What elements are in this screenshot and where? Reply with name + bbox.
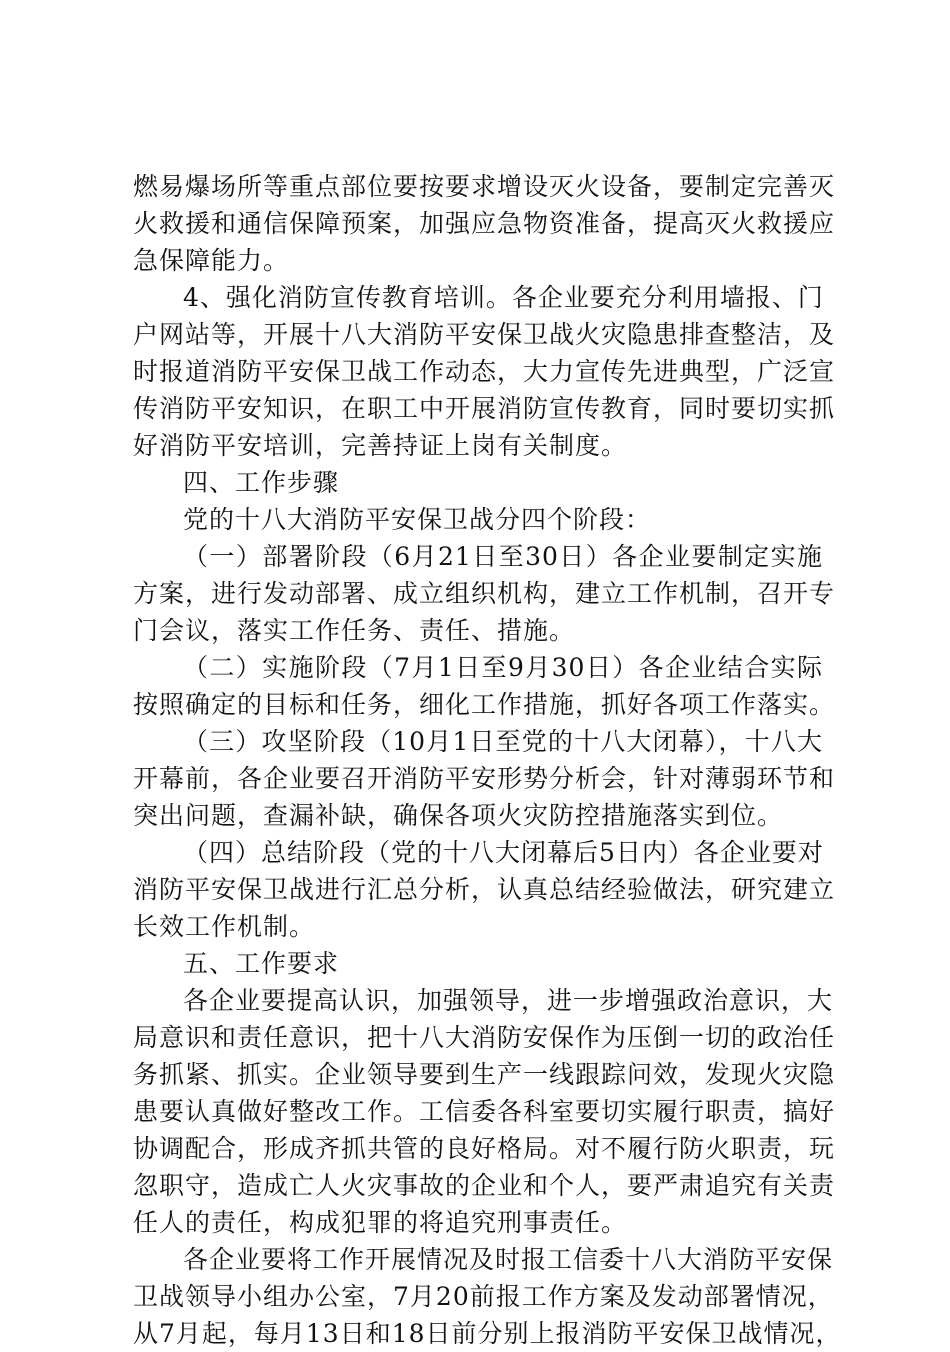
text-line: 任人的责任，构成犯罪的将追究刑事责任。 [133, 1208, 628, 1237]
text-line: 时报道消防平安保卫战工作动态，大力宣传先进典型，广泛宣 [133, 357, 836, 386]
text-line: 消防平安保卫战进行汇总分析，认真总结经验做法，研究建立 [133, 875, 836, 904]
text-line: （一）部署阶段（6月21日至30日）各企业要制定实施 [183, 542, 823, 571]
text-line: 忽职守，造成亡人火灾事故的企业和个人，要严肃追究有关责 [133, 1171, 836, 1200]
text-line: 开幕前，各企业要召开消防平安形势分析会，针对薄弱环节和 [133, 764, 836, 793]
text-line: 患要认真做好整改工作。工信委各科室要切实履行职责，搞好 [133, 1097, 836, 1126]
text-line: 突出问题，查漏补缺，确保各项火灾防控措施落实到位。 [133, 801, 784, 830]
document-body [133, 168, 842, 1352]
text-line: 各企业要提高认识，加强领导，进一步增强政治意识，大 [183, 986, 834, 1015]
text-line: 局意识和责任意识，把十八大消防安保作为压倒一切的政治任 [133, 1023, 836, 1052]
text-line: 好消防平安培训，完善持证上岗有关制度。 [133, 431, 628, 460]
text-line: （四）总结阶段（党的十八大闭幕后5日内）各企业要对 [183, 838, 824, 867]
text-line: 急保障能力。 [133, 246, 290, 275]
text-line: 4、强化消防宣传教育培训。各企业要充分利用墙报、门 [183, 283, 824, 312]
text-line: 传消防平安知识，在职工中开展消防宣传教育，同时要切实抓 [133, 394, 836, 423]
text-line: 各企业要将工作开展情况及时报工信委十八大消防平安保 [183, 1245, 834, 1274]
text-line: 务抓紧、抓实。企业领导要到生产一线跟踪问效，发现火灾隐 [133, 1060, 836, 1089]
text-line: （三）攻坚阶段（10月1日至党的十八大闭幕），十八大 [183, 727, 823, 756]
text-line: 四、工作步骤 [183, 468, 340, 497]
text-line: 长效工作机制。 [133, 912, 316, 941]
text-line: 燃易爆场所等重点部位要按要求增设灭火设备，要制定完善灭 [133, 172, 836, 201]
text-line: 户网站等，开展十八大消防平安保卫战火灾隐患排查整洁，及 [133, 320, 836, 349]
text-line: 党的十八大消防平安保卫战分四个阶段： [183, 505, 652, 534]
text-line: 卫战领导小组办公室，7月20前报工作方案及发动部署情况， [133, 1282, 834, 1311]
text-line: 按照确定的目标和任务，细化工作措施，抓好各项工作落实。 [133, 690, 836, 719]
text-line: 门会议，落实工作任务、责任、措施。 [133, 616, 576, 645]
text-line: 从7月起，每月13日和18日前分别上报消防平安保卫战情况， [133, 1319, 842, 1348]
text-line: 方案，进行发动部署、成立组织机构，建立工作机制，召开专 [133, 579, 836, 608]
text-line: 火救援和通信保障预案，加强应急物资准备，提高灭火救援应 [133, 209, 836, 238]
text-line: （二）实施阶段（7月1日至9月30日）各企业结合实际 [183, 653, 823, 682]
text-line: 协调配合，形成齐抓共管的良好格局。对不履行防火职责，玩 [133, 1134, 836, 1163]
text-line: 五、工作要求 [183, 949, 340, 978]
